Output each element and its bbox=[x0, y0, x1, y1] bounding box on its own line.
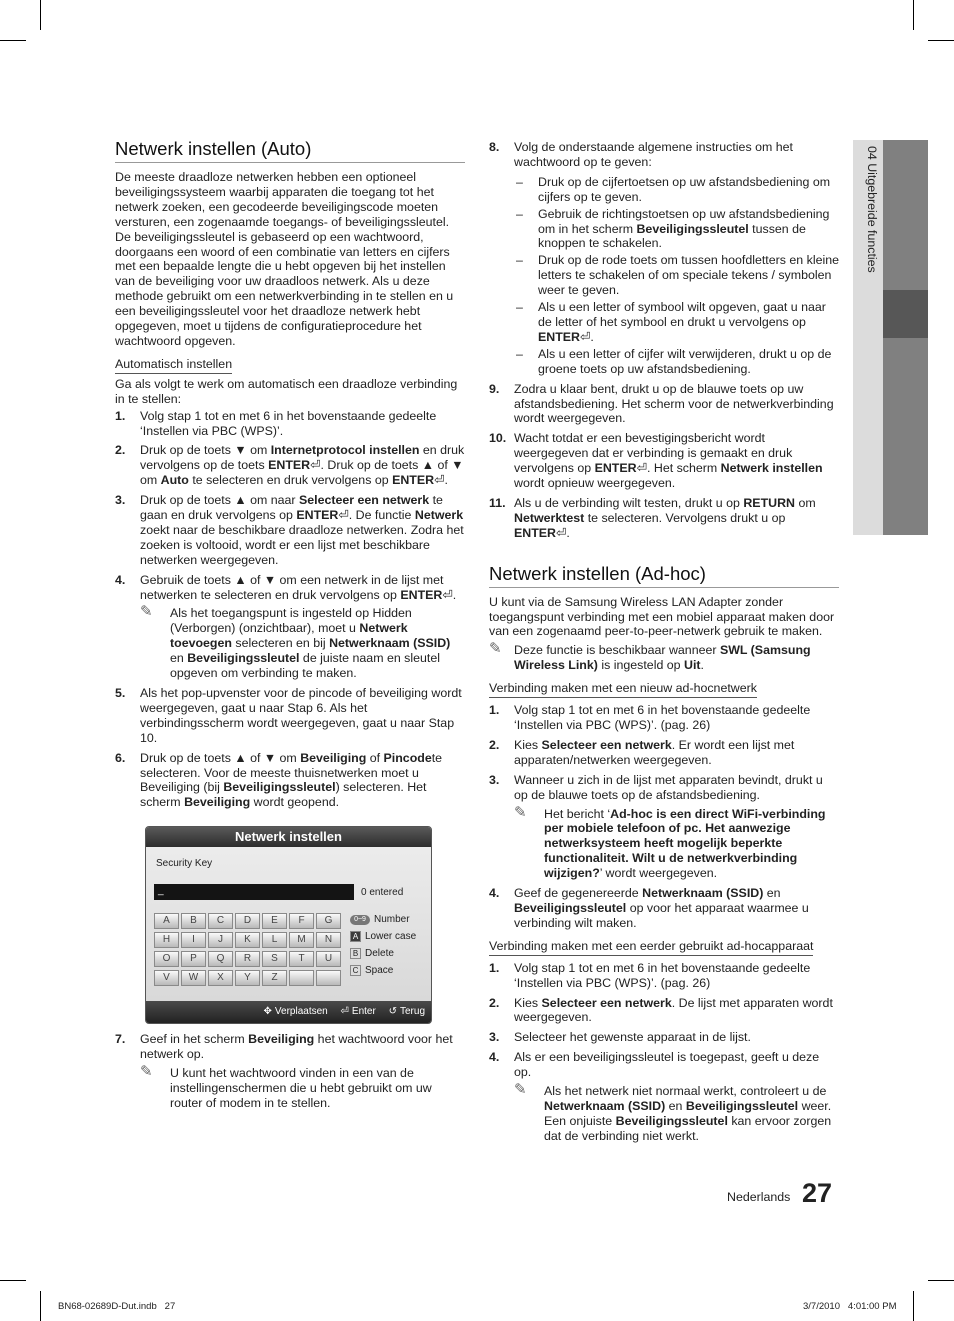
step-10: 10. Wacht totdat er een bevestigingsbericht wordt weergegeven dat er verbinding is gemaakt en druk vervolgens op ENTER⏎. Het scherm Netwerk instellen wordt opnieuw weergegeven. bbox=[489, 431, 823, 491]
crop-mark bbox=[928, 1280, 954, 1281]
key-d[interactable]: D bbox=[235, 913, 260, 929]
subheading-previous-adhoc: Verbinding maken met een eerder gebruikt ad-hocapparaat bbox=[489, 939, 813, 956]
back-hint: ↺ Terug bbox=[388, 1006, 425, 1018]
screen-title: Netwerk instellen bbox=[146, 827, 431, 847]
step-2: 2. Druk op de toets ▼ om Internetprotocol instellen en druk vervolgens op de toets ENTER⏎. Druk op de toets ▲ of ▼ om Auto te selecteren en druk vervolgens op ENTER⏎. bbox=[115, 443, 465, 488]
network-setup-screen bbox=[145, 826, 432, 1024]
print-date-info: 3/7/2010 4:01:00 PM bbox=[803, 1301, 897, 1312]
option-number[interactable]: 0~9 Number bbox=[350, 911, 416, 928]
key-z[interactable]: Z bbox=[262, 970, 287, 986]
note-pencil-icon: ✎ bbox=[140, 1063, 153, 1081]
note-pencil-icon: ✎ bbox=[514, 1081, 527, 1099]
instruction-item: – Druk op de cijfertoetsen op uw afstandsbediening om cijfers op te geven. bbox=[516, 174, 831, 204]
note-pencil-icon: ✎ bbox=[489, 640, 502, 658]
crop-mark bbox=[913, 0, 914, 30]
key-h[interactable]: H bbox=[154, 932, 179, 948]
crop-mark bbox=[0, 1280, 26, 1281]
crop-mark bbox=[40, 1291, 41, 1321]
instruction-item: – Als u een letter of symbool wilt opgeven, gaat u naar de letter of het symbool en drukt u vervolgens op ENTER⏎. bbox=[516, 300, 826, 344]
key-w[interactable]: W bbox=[181, 970, 206, 986]
step-1: 1. Volg stap 1 tot en met 6 in het bovenstaande gedeelte ‘Instellen via PBC (WPS)’. bbox=[115, 408, 437, 438]
enter-icon: ⏎ bbox=[340, 1006, 349, 1018]
adhoc-intro: U kunt via de Samsung Wireless LAN Adapter zonder toegangspunt verbinding met een mobiel apparaat maken door van een zogenaamd peer-to-peer-netwerk gebruik te maken. bbox=[489, 594, 835, 639]
return-icon: ↺ bbox=[388, 1006, 397, 1018]
key-a[interactable]: A bbox=[154, 913, 179, 929]
key-blank[interactable] bbox=[289, 970, 314, 986]
enter-icon: ⏎ bbox=[580, 329, 591, 344]
note-adhoc-message: ✎ Het bericht ‘Ad-hoc is een direct WiFi-verbinding per mobiele telefoon of pc. Het aanwezige netwerksysteem heeft mogelijk beperkte functionaliteit. Wilt u de netwerkverbinding wijzigen?’ wordt weergegeven. bbox=[514, 803, 826, 881]
key-p[interactable]: P bbox=[181, 951, 206, 967]
prev-step-4: 4. Als er een beveiligingssleutel is toegepast, geeft u deze op. ✎ Als het netwerk niet normaal werkt, controleert u de Netwerknaam (SSID) en Beveiligingssleutel weer. Een onjuiste Beveiligingssleutel kan ervoor zorgen dat de verbinding niet werkt. bbox=[489, 1050, 839, 1143]
key-j[interactable]: J bbox=[208, 932, 233, 948]
section-title-auto: Netwerk instellen (Auto) bbox=[115, 138, 465, 163]
option-delete[interactable]: B Delete bbox=[350, 945, 416, 962]
instruction-item: – Als u een letter of cijfer wilt verwijderen, drukt u op de groene toets op uw afstandsbediening. bbox=[516, 346, 832, 376]
enter-icon: ⏎ bbox=[310, 458, 321, 473]
right-column bbox=[489, 138, 839, 1144]
instruction-item: – Druk op de rode toets om tussen hoofdletters en kleine letters te schakelen of om speciale tekens / symbolen weer te geven. bbox=[516, 253, 839, 298]
key-c[interactable]: C bbox=[208, 913, 233, 929]
entered-count: 0 entered bbox=[361, 887, 404, 899]
intro-paragraph: De meeste draadloze netwerken hebben een optioneel beveiligingssysteem waarbij apparaten die toegang tot het netwerk zoeken, een gecodeerde beveiligingscode moeten versturen, een zogenaamde toegangs- of beveiligingssleutel. De beveiligingssleutel is gebaseerd op een wachtwoord, doorgaans een woord of een combinatie van letters en cijfers met een bepaalde lengte die u hebt opgeven bij het instellen van de beveiliging voor uw draadloos netwerk. Als u deze methode gebruikt om een netwerkverbinding in te stellen en u een beveiligingssleutel voor het draadloze netwerk hebt opgegeven, moet u tijdens de configuratieprocedure het wachtwoord opgeven. bbox=[115, 170, 454, 348]
key-v[interactable]: V bbox=[154, 970, 179, 986]
section-title-adhoc: Netwerk instellen (Ad-hoc) bbox=[489, 563, 839, 588]
adhoc-step-2: 2. Kies Selecteer een netwerk. Er wordt een lijst met apparaten/netwerken weergegeven. bbox=[489, 737, 795, 767]
step-8: 8. Volg de onderstaande algemene instructies om het wachtwoord op te geven: – Druk op de cijfertoetsen op uw afstandsbediening om cijfers op te geven. – Gebruik de richtingstoetsen op uw afstandsbediening om in het scherm Beveiligingssleutel tussen de knoppen te schakelen. – Druk op de rode toets om tussen hoofdletters en kleine letters te schakelen of om speciale tekens / symbolen weer te geven. – Als u een letter of symbool wilt opgeven, gaat u naar de letter of het symbool en drukt u vervolgens op ENTER⏎. – Als u een letter of cijfer wilt verwijderen, drukt u op de groene toets op uw afstandsbediening. bbox=[489, 140, 839, 376]
page-number: 27 bbox=[802, 1178, 833, 1208]
print-file-info: BN68-02689D-Dut.indb 27 bbox=[58, 1301, 176, 1312]
keyboard-options bbox=[350, 911, 416, 979]
key-k[interactable]: K bbox=[235, 932, 260, 948]
sub-intro: Ga als volgt te werk om automatisch een draadloze verbinding in te stellen: bbox=[115, 376, 458, 406]
note-pencil-icon: ✎ bbox=[514, 803, 527, 821]
subheading-automatic: Automatisch instellen bbox=[115, 357, 232, 374]
step-7: 7. Geef in het scherm Beveiliging het wachtwoord voor het netwerk op. ✎ U kunt het wachtwoord vinden in een van de instellingenschermen die u hebt gebruikt om uw router of modem in te stellen. bbox=[115, 1032, 465, 1111]
key-e[interactable]: E bbox=[262, 913, 287, 929]
step-3: 3. Druk op de toets ▲ om naar Selecteer een netwerk te gaan en druk vervolgens op ENTER⏎. De functie Netwerk zoekt naar de beschikbare draadloze netwerken. Zodra het zoeken is voltooid, wordt er een lijst met beschikbare netwerken weergegeven. bbox=[115, 493, 464, 567]
move-hint: ✥ Verplaatsen bbox=[263, 1006, 328, 1018]
key-b[interactable]: B bbox=[181, 913, 206, 929]
prev-step-1: 1. Volg stap 1 tot en met 6 in het bovenstaande gedeelte ‘Instellen via PBC (WPS)’. (pag. 26) bbox=[489, 960, 811, 990]
key-n[interactable]: N bbox=[316, 932, 341, 948]
note-hidden-network: ✎ Als het toegangspunt is ingesteld op Hidden (Verborgen) (onzichtbaar), moet u Netwerk toevoegen selecteren en bij Netwerknaam (SSID) en Beveiligingssleutel de juiste naam en sleutel opgeven om verbinding te maken. bbox=[140, 603, 451, 681]
adhoc-step-3: 3. Wanneer u zich in de lijst met apparaten bevindt, drukt u op de blauwe toets op de afstandsbediening. ✎ Het bericht ‘Ad-hoc is een direct WiFi-verbinding per mobiele telefoon of pc. Het aanwezige netwerksysteem heeft mogelijk beperkte functionaliteit. Wilt u de netwerkverbinding wijzigen?’ wordt weergegeven. bbox=[489, 773, 839, 881]
page-language: Nederlands bbox=[727, 1190, 791, 1204]
enter-icon: ⏎ bbox=[434, 473, 445, 488]
key-s[interactable]: S bbox=[262, 951, 287, 967]
key-m[interactable]: M bbox=[289, 932, 314, 948]
note-check-network: ✎ Als het netwerk niet normaal werkt, controleert u de Netwerknaam (SSID) en Beveiligingssleutel weer. Een onjuiste Beveiligingssleutel kan ervoor zorgen dat de verbinding niet werkt. bbox=[514, 1081, 832, 1143]
step-6: 6. Druk op de toets ▲ of ▼ om Beveiliging of Pincodete selecteren. Voor de meeste thuisnetwerken moet u Beveiliging (bij Beveiligingssleutel) selecteren. Het scherm Beveiliging wordt geopend. bbox=[115, 750, 443, 810]
left-column bbox=[115, 138, 465, 1111]
crop-mark bbox=[913, 1291, 914, 1321]
key-f[interactable]: F bbox=[289, 913, 314, 929]
key-t[interactable]: T bbox=[289, 951, 314, 967]
enter-icon: ⏎ bbox=[338, 508, 349, 523]
note-password: ✎ U kunt het wachtwoord vinden in een van de instellingenschermen die u hebt gebruikt om uw router of modem in te stellen. bbox=[140, 1063, 432, 1110]
crop-mark bbox=[40, 0, 41, 30]
enter-hint: ⏎ Enter bbox=[340, 1006, 376, 1018]
enter-icon: ⏎ bbox=[442, 587, 453, 602]
enter-icon: ⏎ bbox=[556, 525, 567, 540]
crop-mark bbox=[0, 40, 26, 41]
screen-footer bbox=[146, 1001, 431, 1023]
key-o[interactable]: O bbox=[154, 951, 179, 967]
key-i[interactable]: I bbox=[181, 932, 206, 948]
subheading-new-adhoc: Verbinding maken met een nieuw ad-hocnetwerk bbox=[489, 681, 757, 698]
security-key-input[interactable]: _ bbox=[154, 884, 354, 900]
crop-mark bbox=[928, 40, 954, 41]
note-swl: ✎ Deze functie is beschikbaar wanneer SWL (Samsung Wireless Link) is ingesteld op Uit. bbox=[489, 640, 811, 673]
adhoc-step-1: 1. Volg stap 1 tot en met 6 in het bovenstaande gedeelte ‘Instellen via PBC (WPS)’. (pag. 26) bbox=[489, 703, 811, 732]
key-g[interactable]: G bbox=[316, 913, 341, 929]
chapter-label: 04 Uitgebreide functies bbox=[865, 146, 879, 273]
key-blank[interactable] bbox=[316, 970, 341, 986]
option-lower-case[interactable]: A Lower case bbox=[350, 928, 416, 945]
prev-step-3: 3. Selecteer het gewenste apparaat in de lijst. bbox=[489, 1030, 751, 1045]
step-5: 5. Als het pop-upvenster voor de pincode of beveiliging wordt weergegeven, gaat u naar Stap 6. Als het verbindingsscherm wordt weergegeven, gaat u naar Stap 10. bbox=[115, 686, 462, 745]
enter-icon: ⏎ bbox=[636, 461, 647, 476]
key-l[interactable]: L bbox=[262, 932, 287, 948]
prev-step-2: 2. Kies Selecteer een netwerk. De lijst met apparaten wordt weergegeven. bbox=[489, 995, 833, 1025]
option-space[interactable]: C Space bbox=[350, 962, 416, 979]
key-u[interactable]: U bbox=[316, 951, 341, 967]
key-y[interactable]: Y bbox=[235, 970, 260, 986]
note-pencil-icon: ✎ bbox=[140, 603, 153, 621]
instruction-item: – Gebruik de richtingstoetsen op uw afstandsbediening om in het scherm Beveiligingssleutel tussen de knoppen te schakelen. bbox=[516, 206, 830, 251]
keyboard-grid bbox=[154, 913, 341, 986]
key-r[interactable]: R bbox=[235, 951, 260, 967]
security-key-label: Security Key bbox=[156, 858, 213, 870]
step-9: 9. Zodra u klaar bent, drukt u op de blauwe toets op uw afstandsbediening. Het scherm voor de netwerkverbinding wordt weergegeven. bbox=[489, 381, 834, 426]
step-4: 4. Gebruik de toets ▲ of ▼ om een netwerk in de lijst met netwerken te selecteren en druk vervolgens op ENTER⏎. ✎ Als het toegangspunt is ingesteld op Hidden (Verborgen) (onzichtbaar), moet u Netwerk toevoegen selecteren en bij Netwerknaam (SSID) en Beveiligingssleutel de juiste naam en sleutel opgeven om verbinding te maken. bbox=[115, 573, 465, 681]
step-11: 11. Als u de verbinding wilt testen, drukt u op RETURN om Netwerktest te selecteren. Vervolgens drukt u op ENTER⏎. bbox=[489, 495, 816, 540]
key-q[interactable]: Q bbox=[208, 951, 233, 967]
adhoc-step-4: 4. Geef de gegenereerde Netwerknaam (SSID) en Beveiligingssleutel op voor het apparaat waarmee u verbinding wilt maken. bbox=[489, 886, 809, 930]
key-x[interactable]: X bbox=[208, 970, 233, 986]
move-arrows-icon: ✥ bbox=[263, 1006, 272, 1018]
